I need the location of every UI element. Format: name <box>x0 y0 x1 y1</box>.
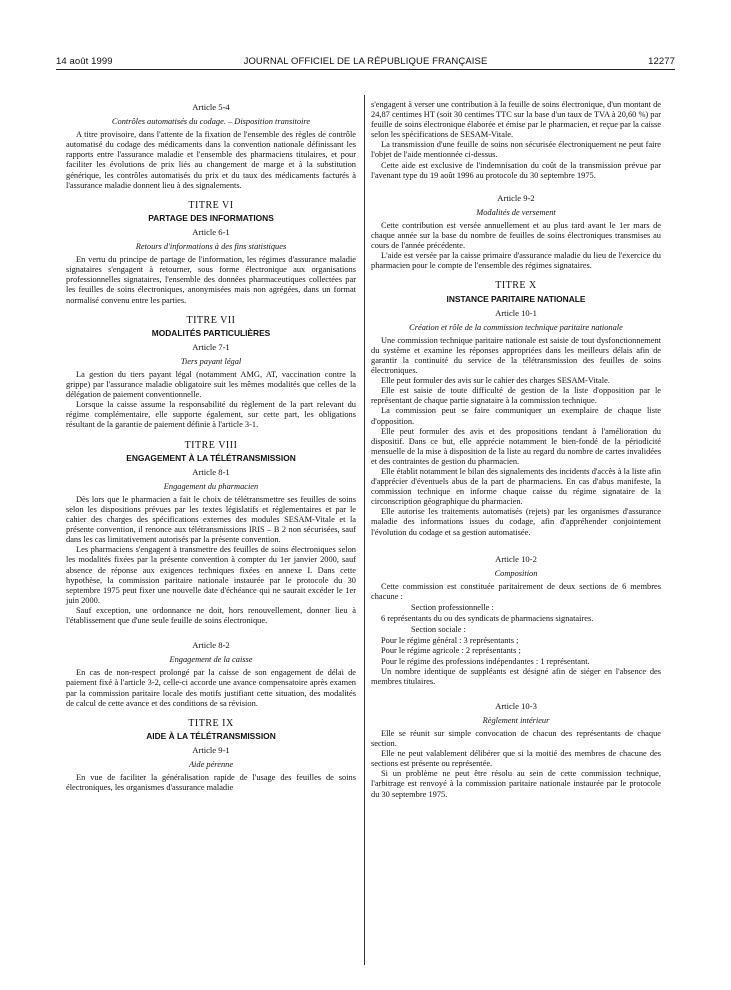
article-subtitle: Tiers payant légal <box>180 356 242 366</box>
article-title: Article 10-3 <box>495 700 537 711</box>
list-item: Pour le régime agricole : 2 représentants ; <box>381 646 521 656</box>
paragraph: En cas de non-respect prolongé par la caisse de son engagement de délai de paiement fixé à l'article 3-2, celle-ci accorde une avance compensatoire après examen par la commission paritaire locale des motifs justifiant cette situation, des modalités de calcul de cette avance et des conditions de sa révision. <box>66 668 356 708</box>
paragraph: Cette aide est exclusive de l'indemnisation du coût de la transmission prévue par l'avenant type du 19 août 1996 au protocole du 30 septembre 1975. <box>371 160 661 180</box>
paragraph: Elle ne peut valablement délibérer que si la moitié des membres de chacune des sections est présente ou représentée. <box>371 749 661 769</box>
article-title: Article 10-1 <box>495 307 537 318</box>
paragraph: Si un problème ne peut être résolu au sein de cette commission technique, l'arbitrage est renvoyé à la commission paritaire nationale instaurée par le protocole du 30 septembre 1975. <box>371 769 661 799</box>
paragraph: Cette commission est constituée paritairement de deux sections de 6 membres chacune : <box>371 581 661 601</box>
article-subtitle: Règlement intérieur <box>482 715 550 725</box>
paragraph: En vertu du principe de partage de l'information, les régimes d'assurance maladie signataires s'engagent à retourner, sous forme électronique aux organisations professionnelles signataires, l'ensemble des données pharmaceutiques collectées par les feuilles de soins électroniques, anonymisées mais non agrégées, dans un format normalisé convenu entre les parties. <box>66 255 356 305</box>
article-title: Article 8-1 <box>192 466 230 477</box>
article-title: Article 7-1 <box>192 341 230 352</box>
paragraph: Elle se réunit sur simple convocation de chacun des représentants de chaque section. <box>371 728 661 749</box>
header-title: JOURNAL OFFICIEL DE LA RÉPUBLIQUE FRANÇAISE <box>243 56 488 67</box>
paragraph: Un nombre identique de suppléants est désigné afin de siéger en l'absence des membres titulaires. <box>371 666 661 686</box>
article-subtitle: Engagement du pharmacien <box>163 481 259 491</box>
titre-heading: TITRE X <box>495 280 537 292</box>
titre-subheading: AIDE À LA TÉLÉTRANSMISSION <box>146 730 276 741</box>
list-item: 6 représentants du ou des syndicats de pharmaciens signataires. <box>381 614 594 624</box>
titre-subheading: INSTANCE PARITAIRE NATIONALE <box>446 293 586 304</box>
article-title: Article 8-2 <box>192 640 230 651</box>
paragraph: A titre provisoire, dans l'attente de la fixation de l'ensemble des règles de contrôle automatisé du codage des médicaments dans la convention nationale définissant les rapports entre l'assurance maladie et l'ensemble des pharmaciens titulaires, et pour faciliter les évolutions de prix liés au changement de marge et à la substitution générique, les contrôles automatisés du prix et du taux des médicaments facturés à l'assurance maladie donnent lieu à des signalements. <box>66 130 356 190</box>
paragraph: Elle peut formuler des avis et des propositions tendant à l'amélioration du dispositif. Dans ce but, elle apprécie notamment le bien-fondé de la périodicité mensuelle de la mise à disposition de la liste au regard du nombre de cartes invalidées et des contraintes de gestion du pharmacien. <box>371 426 661 466</box>
paragraph: L'aide est versée par la caisse primaire d'assurance maladie du lieu de l'exercice du pharmacien pour le compte de l'ensemble des régimes signataires. <box>371 251 661 271</box>
left-column <box>66 100 356 793</box>
article-subtitle: Engagement de la caisse <box>169 655 253 665</box>
titre-heading: TITRE IX <box>188 717 234 729</box>
list-item: Section sociale : <box>411 625 466 635</box>
titre-subheading: PARTAGE DES INFORMATIONS <box>148 212 274 223</box>
paragraph: s'engagent à verser une contribution à la feuille de soins électronique, d'un montant de 24,87 centimes HT (soit 30 centimes TTC sur la base d'un taux de TVA à 20,60 %) par feuille de soins électronique élaborée et émise par le pharmacien, et reçue par la caisse selon les spécifications de SESAM-Vitale. <box>371 100 662 140</box>
article-title: Article 10-2 <box>495 553 537 564</box>
article-subtitle: Retours d'informations à des fins statistiques <box>135 242 287 252</box>
page-header <box>0 0 731 70</box>
paragraph: La transmission d'une feuille de soins non sécurisée électroniquement ne peut faire l'objet de l'aide mentionnée ci-dessus. <box>371 140 661 160</box>
paragraph: Elle établit notamment le bilan des signalements des incidents d'accès à la liste afin d'apprécier d'éventuels abus de la part de pharmaciens. En cas d'abus manifeste, la commission technique en informe chaque caisse du régime signataire de la circonscription géographique du pharmacien. <box>371 467 661 507</box>
titre-subheading: ENGAGEMENT À LA TÉLÉTRANSMISSION <box>126 452 296 463</box>
paragraph: En vue de faciliter la généralisation rapide de l'usage des feuilles de soins électroniques, les organismes d'assurance maladie <box>66 773 356 793</box>
titre-heading: TITRE VIII <box>184 439 238 451</box>
paragraph: Les pharmaciens s'engagent à transmettre des feuilles de soins électroniques selon les modalités fixées par la présente convention à compter du 1er janvier 2000, sauf absence de réponse aux exigences techniques fixées en annexe I. Dans cette hypothèse, la commission paritaire nationale instaurée par le protocole du 30 septembre 1975 peut fixer une nouvelle date d'échéance qui ne saurait excéder le 1er juin 2000. <box>66 545 356 605</box>
article-subtitle: Composition <box>494 568 538 578</box>
article-subtitle: Aide pérenne <box>188 759 234 769</box>
list-item: Pour le régime des professions indépendantes : 1 représentant. <box>381 656 590 666</box>
paragraph: Elle autorise les traitements automatisés (rejets) par les organismes d'assurance maladie des informations issues du codage, afin d'appréhender conjointement l'évolution du codage et sa gestion automatisée. <box>371 507 661 537</box>
list-item: Pour le régime général : 3 représentants ; <box>381 636 519 646</box>
article-title: Article 9-2 <box>497 192 535 203</box>
titre-subheading: MODALITÉS PARTICULIÈRES <box>151 327 271 338</box>
paragraph: La commission peut se faire communiquer un exemplaire de chaque liste d'opposition. <box>371 406 661 426</box>
header-date: 14 août 1999 <box>56 56 113 67</box>
article-subtitle: Contrôles automatisés du codage. – Disposition transitoire <box>111 117 311 127</box>
titre-heading: TITRE VI <box>188 199 234 211</box>
list-item: Section professionnelle : <box>411 603 494 613</box>
right-column <box>371 100 661 800</box>
paragraph: Elle peut formuler des avis sur le cahier des charges SESAM-Vitale. <box>381 376 610 386</box>
article-subtitle: Modalités de versement <box>476 207 556 217</box>
article-subtitle: Création et rôle de la commission technique paritaire nationale <box>409 322 623 332</box>
article-title: Article 9-1 <box>192 744 230 755</box>
column-divider <box>364 95 365 965</box>
paragraph: Une commission technique paritaire nationale est saisie de tout dysfonctionnement du système et examine les réponses appropriées dans les meilleurs délais afin de garantir la continuité du service de la télétransmission des feuilles de soins électroniques. <box>371 335 661 376</box>
paragraph: Lorsque la caisse assume la responsabilité du règlement de la part relevant du régime complémentaire, elle supporte également, sur cette part, les obligations résultant de la garantie de paiement définie à l'article 3-1. <box>66 400 356 430</box>
titre-heading: TITRE VII <box>186 314 236 326</box>
paragraph: La gestion du tiers payant légal (notamment AMG, AT, vaccination contre la grippe) par l'assurance maladie obligatoire suit les mêmes modalités que celles de la délégation de paiement conventionnelle. <box>66 369 356 400</box>
paragraph: Dès lors que le pharmacien a fait le choix de télétransmettre ses feuilles de soins selon les dispositions prévues par les textes législatifs et réglementaires et par le cahier des charges des spécifications externes des modules SESAM-Vitale et la présente convention, il renonce aux télétransmissions IRIS – B 2 non sécurisées, sauf dans les cas limitativement autorisés par la présente convention. <box>66 494 356 545</box>
header-page-number: 12277 <box>648 56 675 67</box>
article-title: Article 6-1 <box>192 226 230 237</box>
paragraph: Sauf exception, une ordonnance ne doit, hors renouvellement, donner lieu à l'établissement que d'une seule feuille de soins électronique. <box>66 605 356 626</box>
paragraph: Cette contribution est versée annuellement et au plus tard avant le 1er mars de chaque année sur la base du nombre de feuilles de soins électroniques transmises au cours de l'année précédente. <box>371 220 661 251</box>
header-rule <box>56 69 675 70</box>
article-title: Article 5-4 <box>192 102 230 112</box>
paragraph: Elle est saisie de toute difficulté de gestion de la liste d'opposition par le représentant de chaque partie signataire à la commission technique. <box>371 386 661 406</box>
